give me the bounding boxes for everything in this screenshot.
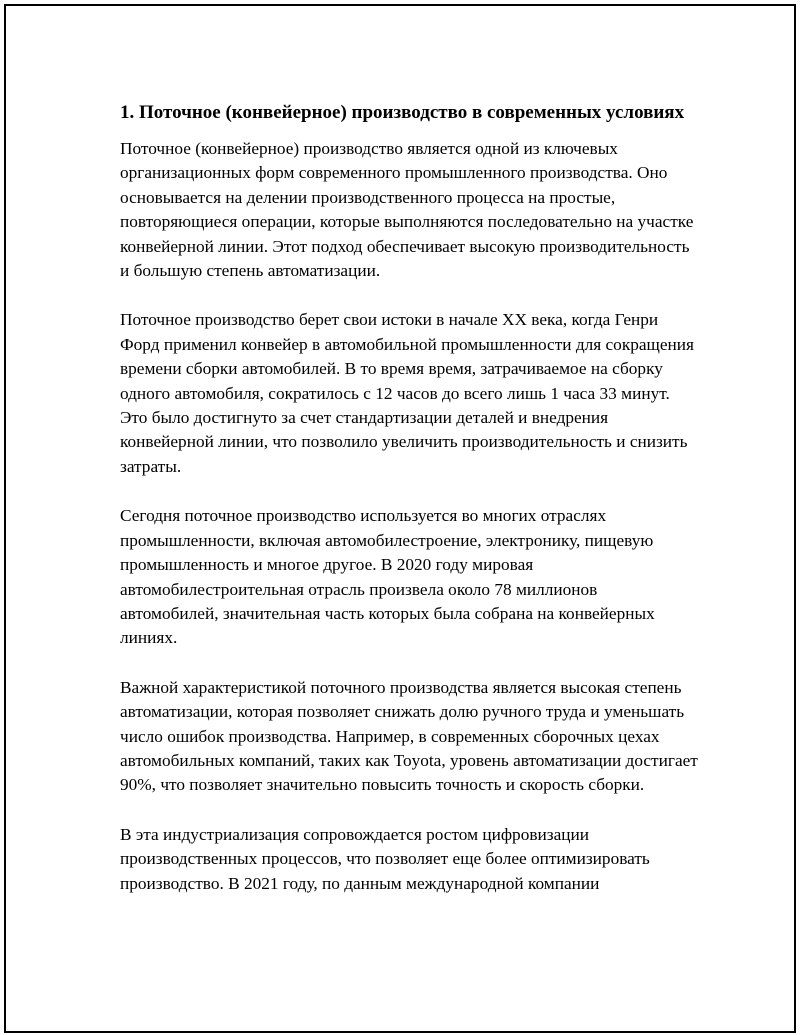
paragraph-intro: Поточное (конвейерное) производство является одной из ключевых организационных форм современного промышленного производства. Оно основывается на делении производственного процесса на простые, повторяющиеся операции, которые выполняются последовательно на участке конвейерной линии. Этот подход обеспечивает высокую производительность и большую степень автоматизации.	[120, 139, 694, 281]
paragraph-automation: Важной характеристикой поточного производства является высокая степень автоматизации, которая позволяет снижать долю ручного труда и уменьшать число ошибок производства. Например, в современных сборочных цехах автомобильных компаний, таких как Toyota, уровень автоматизации достигает 90%, что позволяет значительно повысить точность и скорость сборки.	[120, 677, 698, 795]
paragraph-digitalization: В эта индустриализация сопровождается ростом цифровизации производственных процессов, что позволяет еще более оптимизировать производство. В 2021 году, по данным международной компании	[120, 824, 650, 893]
paragraph-history: Поточное производство берет свои истоки в начале XX века, когда Генри Форд применил конвейер в автомобильной промышленности для сокращения времени сборки автомобилей. В то время время, затрачиваемое на сборку одного автомобиля, сократилось с 12 часов до всего лишь 1 часа 33 минут. Это было достигнуто за счет стандартизации деталей и внедрения конвейерной линии, что позволило увеличить производительность и снизить затраты.	[120, 310, 694, 476]
paragraph-industries: Сегодня поточное производство используется во многих отраслях промышленности, включая автомобилестроение, электронику, пищевую промышленность и многое другое. В 2020 году мировая автомобилестроительная отрасль произвела около 78 миллионов автомобилей, значительная часть которых была собрана на конвейерных линиях.	[120, 506, 655, 648]
page-frame	[4, 4, 796, 1033]
document-body	[120, 99, 700, 896]
section-heading: 1. Поточное (конвейерное) производство в современных условиях	[120, 102, 685, 123]
